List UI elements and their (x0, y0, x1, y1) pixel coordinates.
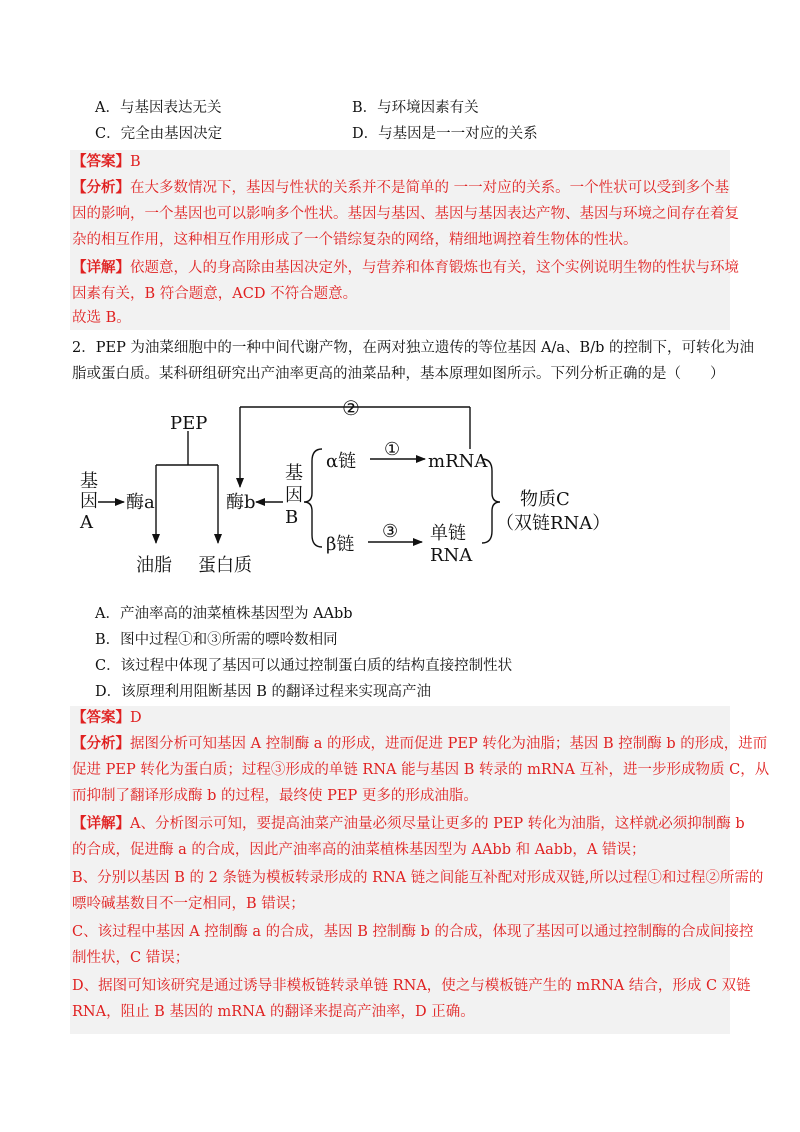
q2-diagram (0, 395, 800, 585)
gene-b-char-2: 因 (285, 485, 303, 506)
q2-analysis-text-1: 据图分析可知基因 A 控制酶 a 的形成，进而促进 PEP 转化为油脂；基因 B 控制酶 b 的形成，进而 (130, 736, 768, 752)
q1-option-d: D．与基因是一一对应的关系 (352, 126, 538, 142)
q2-detail-line-7: D、据图可知该研究是通过诱导非模板链转录单链 RNA，使之与模板链产生的 mRNA 结合，形成 C 双链 (72, 978, 751, 994)
q2-answer-value: D (130, 710, 142, 726)
alpha-chain-label: α链 (326, 451, 357, 472)
gene-b-char-1: 基 (285, 463, 303, 484)
q2-stem-line-1: 2．PEP 为油菜细胞中的一种中间代谢产物，在两对独立遗传的等位基因 A/a、B/b 的控制下，可转化为油 (72, 340, 754, 356)
q2-detail-line-1 (72, 814, 745, 834)
single-strand-label: 单链 (430, 523, 466, 544)
q2-option-d: D．该原理利用阻断基因 B 的翻译过程来实现高产油 (95, 684, 431, 700)
q2-detail-line-2: 的合成，促进酶 a 的合成，因此产油率高的油菜植株基因型为 AAbb 和 Aabb，A 错误； (72, 842, 646, 858)
q2-detail-line-4: 嘌呤碱基数目不一定相同，B 错误； (72, 896, 305, 912)
q1-option-a: A．与基因表达无关 (95, 100, 222, 116)
rna-label: RNA (430, 545, 473, 566)
q1-detail-tag: 【详解】 (72, 259, 130, 276)
q2-answer-tag: 【答案】 (72, 709, 130, 726)
q1-option-b: B．与环境因素有关 (352, 100, 479, 116)
q1-detail-line-2: 因素有关，B 符合题意，ACD 不符合题意。 (72, 286, 358, 302)
q1-analysis-line-1 (72, 178, 729, 198)
oil-label: 油脂 (136, 555, 172, 576)
protein-label: 蛋白质 (198, 555, 252, 576)
enzyme-b-label: 酶b (226, 492, 256, 513)
q1-answer (72, 152, 141, 172)
beta-chain-label: β链 (326, 534, 355, 555)
q2-analysis-line-2: 促进 PEP 转化为蛋白质；过程③形成的单链 RNA 能与基因 B 转录的 mRNA 互补，进一步形成物质 C，从 (72, 762, 770, 778)
q1-analysis-line-2: 因的影响，一个基因也可以影响多个性状。基因与基因、基因与基因表达产物、基因与环境之间存在着复 (72, 206, 739, 222)
q1-detail-line-1 (72, 258, 739, 278)
q2-analysis-line-1 (72, 734, 767, 754)
q1-detail-line-3: 故选 B。 (72, 310, 131, 326)
q2-stem-line-2: 脂或蛋白质。某科研组研究出产油率更高的油菜品种，基本原理如图所示。下列分析正确的是（ ） (72, 366, 725, 382)
q2-option-b: B．图中过程①和③所需的嘌呤数相同 (95, 632, 338, 648)
step-3-label: ③ (382, 521, 399, 542)
q2-analysis-tag: 【分析】 (72, 735, 130, 752)
substance-c-label: 物质C (520, 489, 570, 510)
q1-analysis-tag: 【分析】 (72, 179, 130, 196)
double-rna-label: （双链RNA） (496, 513, 611, 534)
q2-detail-text-1: A、分析图示可知，要提高油菜产油量必须尽量让更多的 PEP 转化为油脂，这样就必须抑制酶 b (130, 816, 745, 832)
q2-option-c: C．该过程中体现了基因可以通过控制蛋白质的结构直接控制性状 (95, 658, 513, 674)
q1-detail-text-1: 依题意，人的身高除由基因决定外，与营养和体育锻炼也有关，这个实例说明生物的性状与环境 (130, 260, 739, 276)
q2-detail-tag: 【详解】 (72, 815, 130, 832)
step-1-label: ① (384, 439, 401, 460)
q1-answer-value: B (130, 154, 141, 170)
mrna-label: mRNA (428, 451, 488, 472)
gene-a-char-2: 因 (80, 491, 98, 512)
q1-analysis-text-1: 在大多数情况下，基因与性状的关系并不是简单的 一一对应的关系。一个性状可以受到多个基 (130, 180, 730, 196)
q1-analysis-line-3: 杂的相互作用，这种相互作用形成了一个错综复杂的网络，精细地调控着生物体的性状。 (72, 232, 638, 248)
q2-option-a: A．产油率高的油菜植株基因型为 AAbb (95, 606, 353, 622)
q1-option-c: C．完全由基因决定 (95, 126, 223, 142)
q1-answer-tag: 【答案】 (72, 153, 130, 170)
q2-analysis-line-3: 而抑制了翻译形成酶 b 的过程，最终使 PEP 更多的形成油脂。 (72, 788, 478, 804)
q2-detail-line-6: 制性状，C 错误； (72, 950, 190, 966)
gene-a-char-1: 基 (80, 471, 98, 492)
enzyme-a-label: 酶a (126, 492, 155, 513)
q2-detail-line-8: RNA，阻止 B 基因的 mRNA 的翻译来提高产油率，D 正确。 (72, 1004, 475, 1020)
step-2-label: ② (342, 396, 360, 420)
gene-b-char-3: B (285, 507, 299, 528)
pep-label: PEP (170, 413, 208, 434)
q2-detail-line-5: C、该过程中基因 A 控制酶 a 的合成，基因 B 控制酶 b 的合成，体现了基因可以通过控制酶的合成间接控 (72, 924, 754, 940)
gene-a-char-3: A (80, 512, 93, 533)
q2-answer (72, 708, 142, 728)
q2-detail-line-3: B、分别以基因 B 的 2 条链为模板转录形成的 RNA 链之间能互补配对形成双链,所以过程①和过程②所需的 (72, 870, 764, 886)
